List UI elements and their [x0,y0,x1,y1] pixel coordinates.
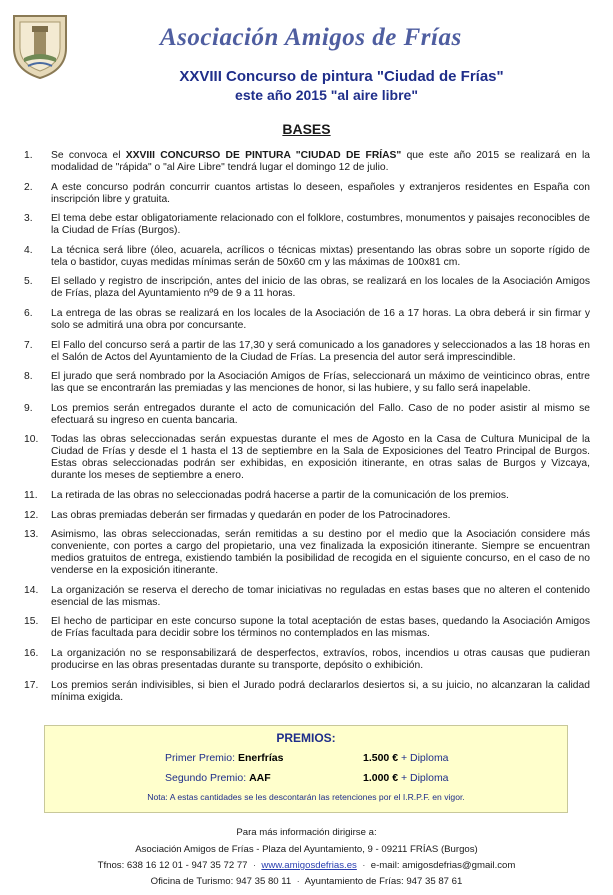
rule-number: 5. [24,276,33,288]
rules-list [24,150,590,711]
footer-contacts [0,860,613,871]
rule-item [24,510,590,522]
rule-text: Las obras premiadas deberán ser firmadas y quedarán en poder de los Patrocinadores. [51,509,451,521]
rule-text: La técnica será libre (óleo, acuarela, acrílicos o técnicas mixtas) presentando las obras sobre un soporte rígido de tela o bastidor, cuyas medidas mínimas serán de 50x60 cm y las máximas de 100x81 cm. [51,244,590,268]
footer-tourism: Oficina de Turismo: 947 35 80 11 [150,876,292,887]
prizes-title: PREMIOS: [276,731,336,745]
rule-text: La retirada de las obras no seleccionadas podrá hacerse a partir de la comunicación de los premios. [51,489,509,501]
second-prize-sponsor: AAF [249,772,271,784]
footer-phones: Tfnos: 638 16 12 01 - 947 35 72 77 [97,860,248,871]
rule-text: La entrega de las obras se realizará en los locales de la Asociación de 16 a 17 horas. La obra deberá ir sin firmar y solo se admitirá una obra por concursante. [51,307,590,331]
website-link[interactable]: www.amigosdefrias.es [261,860,357,871]
rule-item [24,371,590,395]
prizes-note: Nota: A estas cantidades se les descontarán las retenciones por el I.R.P.F. en vigor. [147,792,465,802]
rule-number: 3. [24,213,33,225]
rule-item [24,490,590,502]
rule-item [24,340,590,364]
association-title: Asociación Amigos de Frías [160,24,462,51]
bases-heading: BASES [282,121,331,137]
footer-separator: · [296,876,300,887]
second-prize-amount: 1.000 € [363,772,399,784]
rule-text: El Fallo del concurso será a partir de las 17,30 y será comunicado a los ganadores y seleccionados a las 18 horas en el Salón de Actos del Ayuntamiento de la Ciudad de Frías. La presencia del autor será imprescindible. [51,339,590,363]
first-prize-sponsor: Enerfrías [237,752,284,764]
rule-number: 12. [24,509,39,521]
second-prize-extra: + Diploma [398,772,449,784]
rule-number: 11. [24,489,38,501]
rule-text: El hecho de participar en este concurso supone la total aceptación de estas bases, quedando la Asociación Amigos de Frías facultada para decidir sobre los términos no contemplados en las mismas. [51,616,590,640]
footer-info: Para más información dirigirse a: [236,827,377,838]
rule-item [24,276,590,300]
rule-item [24,308,590,332]
rule-number: 2. [24,181,33,193]
rule-item [24,616,590,640]
prizes-box [44,725,568,813]
rule-number: 1. [24,150,33,161]
rule-number: 14. [24,584,39,596]
footer-townhall: Ayuntamiento de Frías: 947 35 87 61 [304,876,463,887]
rule-text: El sellado y registro de inscripción, antes del inicio de las obras, se realizará en los locales de la Asociación Amigos de Frías, plaza del Ayuntamiento nº9 de 9 a 11 horas. [51,276,590,300]
rule-item [24,680,590,704]
rule-number: 6. [24,307,33,319]
rule-text: que este año 2015 se realizará en la modalidad de "rápida" o "al Aire Libre" tendrá lugar el domingo 12 de julio. [51,150,591,173]
rule-item [24,585,590,609]
first-prize-label: Primer Premio: [165,752,238,764]
rule-text: La organización se reserva el derecho de tomar iniciativas no reguladas en estas bases que no alteren el contenido esencial de las mismas. [51,584,590,608]
rule-number: 13. [24,529,39,541]
rule-text: La organización no se responsabilizará de desperfectos, extravíos, robos, incendios u otras causas que pudieran producirse en las obras presentadas durante su transporte, depósito o exhibición. [51,647,590,671]
second-prize-label: Segundo Premio: [165,772,250,784]
rule-text: Todas las obras seleccionadas serán expuestas durante el mes de Agosto en la Casa de Cultura Municipal de la Ciudad de Frías y desde el 1 hasta el 13 de septiembre en la Sala de Exposiciones del Teatro Principal de Burgos. Estas obras seleccionadas podrán ser exhibidas, en exposición itinerante, en otras salas de Burgos y Vizcaya, durante los meses de septiembre a enero. [51,434,590,482]
rule-item [24,182,590,206]
first-prize-extra: + Diploma [398,752,449,764]
rule-text: Asimismo, las obras seleccionadas, serán remitidas a su destino por el medio que la Asociación considere más conveniente, con portes a cargo del propietario, una vez finalizada la exposición itinerante. Siempre se encuentran medios gratuitos de entrega, existiendo también la posibilidad de recogida en el siguiente concurso, en el caso de no venderse en la exposición itinerante. [51,529,590,577]
contest-title: XXVIII Concurso de pintura "Ciudad de Frías" [179,68,504,85]
rule-number: 10. [24,434,39,446]
rule-item [24,245,590,269]
rule-text: El tema debe estar obligatoriamente relacionado con el folklore, costumbres, monumentos y paisajes reconocibles de la Ciudad de Frías (Burgos). [51,213,590,237]
footer-email[interactable]: e-mail: amigosdefrias@gmail.com [370,860,516,871]
footer-address: Asociación Amigos de Frías - Plaza del Ayuntamiento, 9 - 09211 FRÍAS (Burgos) [135,844,478,855]
rule-text: El jurado que será nombrado por la Asociación Amigos de Frías, seleccionará un máximo de veinticinco obras, entre las que se encontrarán las premiadas y las menciones de honor, si las hubiere, y su fallo será inapelable. [51,371,590,395]
rule-text-bold: XXVIII CONCURSO DE PINTURA "CIUDAD DE FRÍAS" [125,150,402,161]
rule-number: 8. [24,371,33,383]
rule-number: 9. [24,402,33,414]
rule-number: 4. [24,244,33,256]
rule-number: 16. [24,647,39,659]
rule-number: 7. [24,339,33,351]
footer-offices [0,876,613,887]
rule-text: A este concurso podrán concurrir cuantos artistas lo deseen, españoles y extranjeros residentes en España con inscripción libre y gratuita. [51,181,590,205]
rule-text: Los premios serán indivisibles, si bien el Jurado podrá declararlos desiertos si, a su juicio, no alcanzaran la calidad mínima exigida. [51,679,590,703]
rule-item [24,213,590,237]
rule-item [24,150,590,174]
rule-item [24,529,590,577]
rule-number: 15. [24,616,39,628]
contest-subtitle: este año 2015 "al aire libre" [235,87,418,103]
rule-item [24,434,590,482]
rule-number: 17. [24,679,39,691]
rule-item [24,403,590,427]
footer-separator: · [362,860,366,871]
rule-text: Los premios serán entregados durante el acto de comunicación del Fallo. Caso de no poder asistir al mismo se efectuará su ingreso en cuenta bancaria. [51,402,590,426]
rule-text: Se convoca el [51,150,126,161]
first-prize-amount: 1.500 € [363,752,399,764]
footer-separator: · [252,860,257,871]
rule-item [24,648,590,672]
